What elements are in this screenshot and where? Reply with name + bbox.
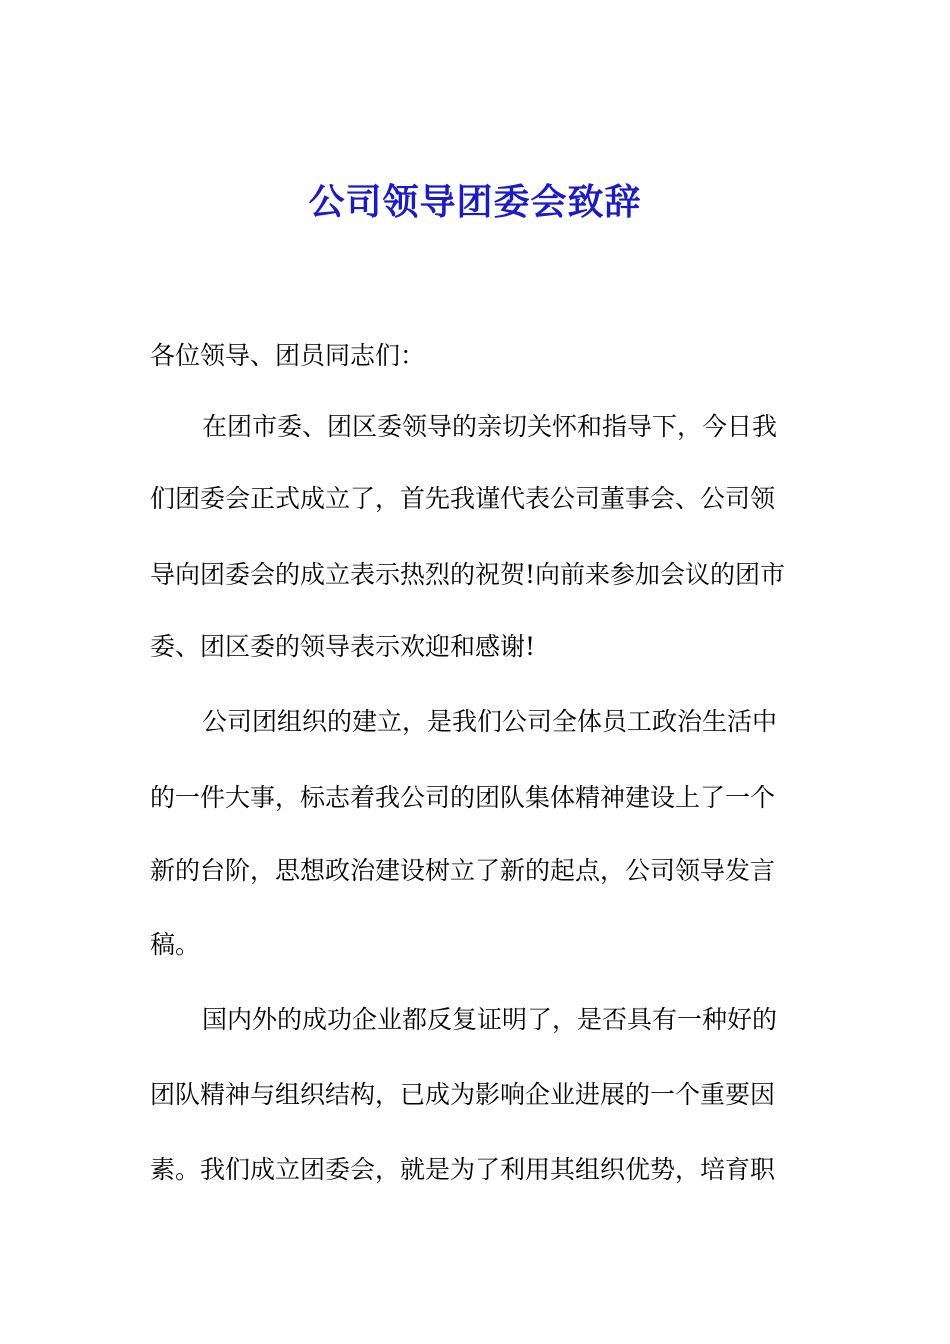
document-title: 公司领导团委会致辞 xyxy=(308,181,642,223)
salutation-line: 各位领导、团员同志们： xyxy=(150,341,426,370)
paragraph-2-line-3: 新的台阶，思想政治建设树立了新的起点，公司领导发言 xyxy=(150,856,776,885)
paragraph-2-line-4: 稿。 xyxy=(150,930,201,959)
paragraph-3-line-2: 团队精神与组织结构，已成为影响企业进展的一个重要因 xyxy=(150,1080,776,1109)
paragraph-1-line-4: 委、团区委的领导表示欢迎和感谢! xyxy=(150,632,536,661)
paragraph-3-line-3: 素。我们成立团委会，就是为了利用其组织优势，培育职 xyxy=(150,1155,776,1184)
paragraph-2-line-2: 的一件大事，标志着我公司的团队集体精神建设上了一个 xyxy=(150,783,776,812)
paragraph-1-line-2: 们团委会正式成立了，首先我谨代表公司董事会、公司领 xyxy=(150,484,776,513)
paragraph-2-line-1: 公司团组织的建立，是我们公司全体员工政治生活中 xyxy=(202,707,778,736)
paragraph-1-line-1: 在团市委、团区委领导的亲切关怀和指导下，今日我 xyxy=(202,412,778,441)
paragraph-1-line-3: 导向团委会的成立表示热烈的祝贺!向前来参加会议的团市 xyxy=(150,560,786,589)
paragraph-3-line-1: 国内外的成功企业都反复证明了，是否具有一种好的 xyxy=(202,1005,778,1034)
